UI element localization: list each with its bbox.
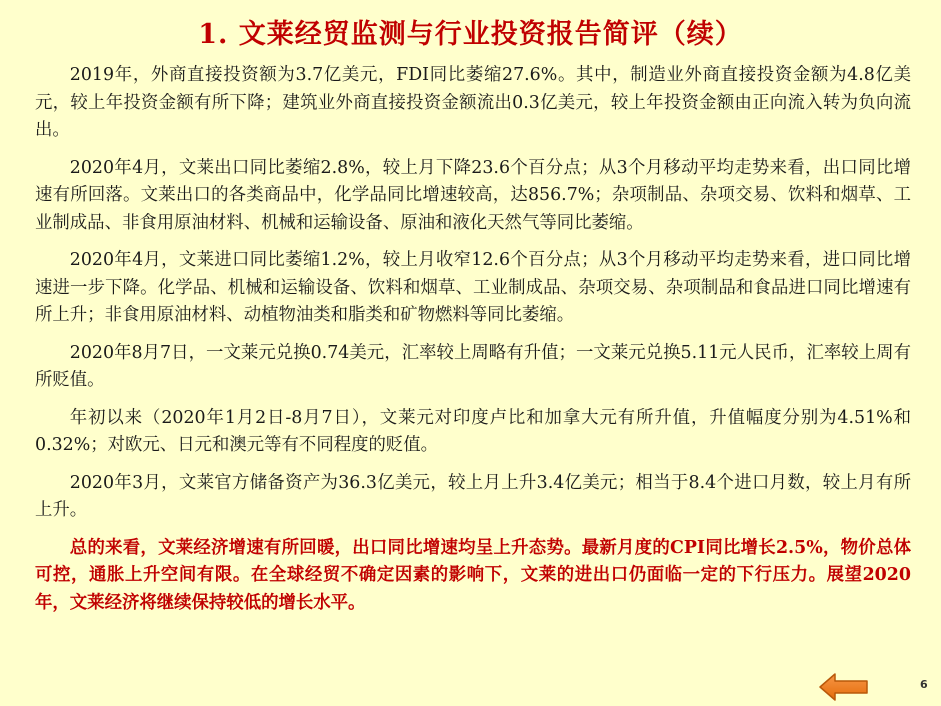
paragraph-exports: 2020年4月，文莱出口同比萎缩2.8%，较上月下降23.6个百分点；从3个月移动平均走势来看，出口同比增速有所回落。文莱出口的各类商品中，化学品同比增速较高，达856.7%；杂项制品、杂项交易、饮料和烟草、工业制成品、非食用原油材料、机械和运输设备、原油和液化天然气等同比萎缩。 <box>35 157 911 233</box>
paragraph-currency-ytd: 年初以来（2020年1月2日-8月7日），文莱元对印度卢比和加拿大元有所升值，升值幅度分别为4.51%和0.32%；对欧元、日元和澳元等有不同程度的贬值。 <box>35 407 911 455</box>
paragraph-fdi: 2019年，外商直接投资额为3.7亿美元，FDI同比萎缩27.6%。其中，制造业外商直接投资金额为4.8亿美元，较上年投资金额有所下降；建筑业外商直接投资金额流出0.3亿美元，较上年投资金额由正向流入转为负向流出。 <box>35 65 911 140</box>
slide-title: 1. 文莱经贸监测与行业投资报告简评（续） <box>198 19 743 50</box>
slide-body <box>35 62 911 627</box>
back-button[interactable] <box>818 672 870 702</box>
paragraph-imports: 2020年4月，文莱进口同比萎缩1.2%，较上月收窄12.6个百分点；从3个月移动平均走势来看，进口同比增速进一步下降。化学品、机械和运输设备、饮料和烟草、工业制成品、杂项交易、杂项制品和食品进口同比增速有所上升；非食用原油材料、动植物油类和脂类和矿物燃料等同比萎缩。 <box>35 250 911 325</box>
paragraph-exchange-rate: 2020年8月7日，一文莱元兑换0.74美元，汇率较上周略有升值；一文莱元兑换5.11元人民币，汇率较上周有所贬值。 <box>35 342 911 390</box>
left-arrow-icon <box>818 672 870 702</box>
summary-paragraph: 总的来看，文莱经济增速有所回暖，出口同比增速均呈上升态势。最新月度的CPI同比增长2.5%，物价总体可控，通胀上升空间有限。在全球经贸不确定因素的影响下，文莱的进出口仍面临一定的下行压力。展望2020年，文莱经济将继续保持较低的增长水平。 <box>35 537 911 613</box>
paragraph-reserves: 2020年3月，文莱官方储备资产为36.3亿美元，较上月上升3.4亿美元；相当于8.4个进口月数，较上月有所上升。 <box>35 472 911 520</box>
page-number: 6 <box>920 678 928 691</box>
